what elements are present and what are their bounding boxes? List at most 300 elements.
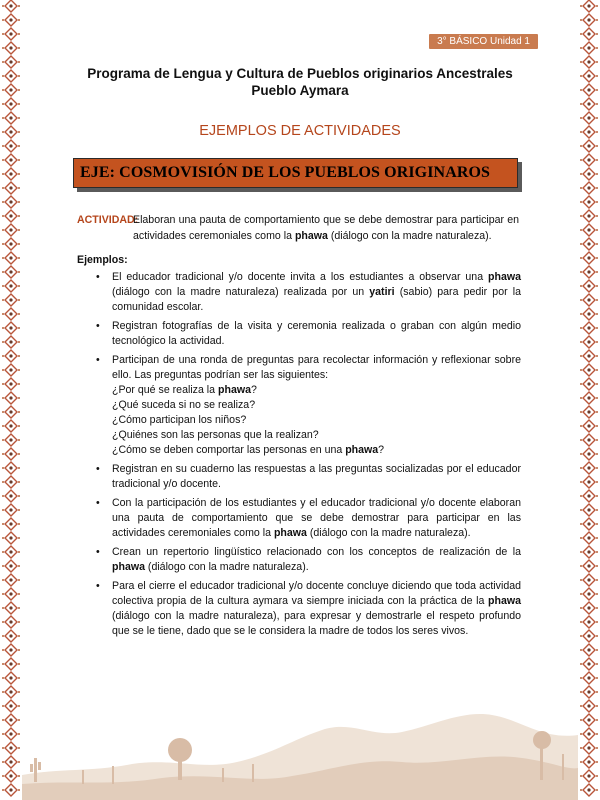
border-tick bbox=[2, 733, 4, 735]
border-tick bbox=[2, 579, 4, 581]
activity-label: ACTIVIDAD: bbox=[77, 214, 139, 226]
question-1: ¿Por qué se realiza la phawa? bbox=[112, 384, 257, 396]
border-tick bbox=[580, 593, 582, 595]
border-tick bbox=[580, 341, 582, 343]
border-tick bbox=[580, 439, 582, 441]
border-tick bbox=[596, 439, 598, 441]
border-tick bbox=[596, 495, 598, 497]
border-tick bbox=[2, 453, 4, 455]
footer-landscape-illustration bbox=[22, 680, 578, 800]
border-tick bbox=[596, 425, 598, 427]
border-dot bbox=[587, 368, 590, 371]
border-tick bbox=[596, 621, 598, 623]
border-dot bbox=[587, 326, 590, 329]
border-tick bbox=[18, 341, 20, 343]
border-dot bbox=[9, 46, 12, 49]
border-tick bbox=[580, 47, 582, 49]
border-tick bbox=[18, 159, 20, 161]
border-tick bbox=[596, 761, 598, 763]
border-tick bbox=[580, 33, 582, 35]
border-tick bbox=[2, 117, 4, 119]
border-dot bbox=[587, 32, 590, 35]
border-tick bbox=[580, 635, 582, 637]
border-dot bbox=[9, 270, 12, 273]
border-tick bbox=[2, 299, 4, 301]
border-dot bbox=[587, 424, 590, 427]
border-dot bbox=[587, 270, 590, 273]
border-tick bbox=[18, 47, 20, 49]
border-tick bbox=[18, 271, 20, 273]
border-dot bbox=[587, 18, 590, 21]
program-title: Programa de Lengua y Cultura de Pueblos originarios Ancestrales bbox=[87, 66, 513, 81]
border-tick bbox=[580, 691, 582, 693]
border-tick bbox=[580, 789, 582, 791]
section-heading: EJEMPLOS DE ACTIVIDADES bbox=[199, 123, 401, 139]
bullet-icon: • bbox=[96, 354, 100, 366]
border-tick bbox=[596, 243, 598, 245]
border-tick bbox=[18, 327, 20, 329]
border-tick bbox=[596, 509, 598, 511]
border-tick bbox=[2, 145, 4, 147]
border-tick bbox=[18, 775, 20, 777]
border-tick bbox=[2, 173, 4, 175]
border-tick bbox=[580, 187, 582, 189]
border-tick bbox=[580, 747, 582, 749]
right-decorative-border bbox=[578, 0, 600, 800]
border-dot bbox=[587, 704, 590, 707]
question-2: ¿Qué suceda si no se realiza? bbox=[112, 399, 256, 411]
border-tick bbox=[596, 635, 598, 637]
border-dot bbox=[9, 564, 12, 567]
border-dot bbox=[9, 606, 12, 609]
border-tick bbox=[596, 607, 598, 609]
list-item: • Crean un repertorio lingüístico relacionado con los conceptos de realización de la phawa (diálogo con la madre naturaleza). bbox=[96, 546, 521, 573]
border-dot bbox=[587, 298, 590, 301]
border-dot bbox=[587, 634, 590, 637]
border-tick bbox=[596, 649, 598, 651]
border-tick bbox=[596, 383, 598, 385]
border-dot bbox=[587, 536, 590, 539]
border-dot bbox=[9, 788, 12, 791]
border-tick bbox=[596, 5, 598, 7]
border-dot bbox=[587, 788, 590, 791]
border-tick bbox=[580, 257, 582, 259]
border-dot bbox=[587, 592, 590, 595]
list-item: • Para el cierre el educador tradicional y/o docente concluye diciendo que toda actividad colectiva propia de la cultura aymara va siempre iniciada con la práctica de la phawa (diálogo con la madre naturaleza), para expresar y demostrarle el respeto profundo que se le tiene, dado que se le considera la madre de todos los seres vivos. bbox=[96, 580, 521, 637]
border-tick bbox=[2, 789, 4, 791]
border-tick bbox=[18, 761, 20, 763]
border-tick bbox=[596, 355, 598, 357]
border-tick bbox=[596, 103, 598, 105]
border-dot bbox=[587, 116, 590, 119]
bullet-icon: • bbox=[96, 546, 100, 558]
border-dot bbox=[587, 620, 590, 623]
border-tick bbox=[18, 621, 20, 623]
border-tick bbox=[580, 663, 582, 665]
border-tick bbox=[18, 481, 20, 483]
border-dot bbox=[9, 200, 12, 203]
border-tick bbox=[596, 537, 598, 539]
border-dot bbox=[9, 550, 12, 553]
border-tick bbox=[18, 187, 20, 189]
border-tick bbox=[580, 523, 582, 525]
border-tick bbox=[18, 453, 20, 455]
border-tick bbox=[580, 509, 582, 511]
border-tick bbox=[2, 509, 4, 511]
border-tick bbox=[2, 271, 4, 273]
border-tick bbox=[596, 117, 598, 119]
border-tick bbox=[18, 691, 20, 693]
border-tick bbox=[596, 19, 598, 21]
border-tick bbox=[18, 117, 20, 119]
border-tick bbox=[2, 439, 4, 441]
border-tick bbox=[2, 397, 4, 399]
border-tick bbox=[580, 229, 582, 231]
border-tick bbox=[580, 299, 582, 301]
border-tick bbox=[596, 747, 598, 749]
border-tick bbox=[580, 425, 582, 427]
border-tick bbox=[596, 411, 598, 413]
border-tick bbox=[580, 649, 582, 651]
eje-title: EJE: COSMOVISIÓN DE LOS PUEBLOS ORIGINAROS bbox=[80, 164, 491, 181]
border-tick bbox=[2, 607, 4, 609]
border-tick bbox=[18, 719, 20, 721]
border-dot bbox=[587, 606, 590, 609]
border-dot bbox=[587, 648, 590, 651]
border-tick bbox=[18, 663, 20, 665]
border-dot bbox=[9, 522, 12, 525]
grade-unit-badge: 3° BÁSICO Unidad 1 bbox=[429, 34, 538, 49]
list-item: • El educador tradicional y/o docente invita a los estudiantes a observar una phawa (diálogo con la madre naturaleza) realizada por un yatiri (sabio) para pedir por la comunidad escolar. bbox=[96, 271, 521, 313]
border-dot bbox=[587, 46, 590, 49]
border-tick bbox=[596, 467, 598, 469]
border-tick bbox=[596, 481, 598, 483]
border-dot bbox=[587, 550, 590, 553]
list-item: • Registran en su cuaderno las respuestas a las preguntas socializadas por el educador tradicional y/o docente. bbox=[96, 463, 521, 490]
border-tick bbox=[18, 33, 20, 35]
border-tick bbox=[596, 33, 598, 35]
border-tick bbox=[580, 271, 582, 273]
border-dot bbox=[9, 662, 12, 665]
border-tick bbox=[596, 523, 598, 525]
border-tick bbox=[18, 173, 20, 175]
border-dot bbox=[9, 60, 12, 63]
border-tick bbox=[596, 775, 598, 777]
border-dot bbox=[587, 340, 590, 343]
border-tick bbox=[580, 467, 582, 469]
border-dot bbox=[587, 200, 590, 203]
border-dot bbox=[587, 452, 590, 455]
border-tick bbox=[2, 327, 4, 329]
border-tick bbox=[2, 425, 4, 427]
border-dot bbox=[587, 690, 590, 693]
border-tick bbox=[596, 257, 598, 259]
border-tick bbox=[18, 299, 20, 301]
border-tick bbox=[2, 33, 4, 35]
border-tick bbox=[596, 691, 598, 693]
examples-heading: Ejemplos: bbox=[77, 254, 128, 266]
bullet-icon: • bbox=[96, 463, 100, 475]
border-dot bbox=[9, 32, 12, 35]
border-tick bbox=[596, 453, 598, 455]
border-tick bbox=[596, 47, 598, 49]
border-tick bbox=[18, 593, 20, 595]
border-dot bbox=[587, 774, 590, 777]
border-dot bbox=[587, 382, 590, 385]
border-tick bbox=[2, 523, 4, 525]
border-tick bbox=[596, 369, 598, 371]
border-tick bbox=[2, 495, 4, 497]
border-tick bbox=[2, 593, 4, 595]
border-tick bbox=[596, 593, 598, 595]
border-tick bbox=[18, 215, 20, 217]
border-tick bbox=[580, 411, 582, 413]
border-tick bbox=[596, 159, 598, 161]
border-tick bbox=[2, 481, 4, 483]
border-tick bbox=[2, 61, 4, 63]
border-tick bbox=[580, 537, 582, 539]
border-tick bbox=[18, 61, 20, 63]
border-dot bbox=[9, 298, 12, 301]
border-tick bbox=[580, 677, 582, 679]
border-tick bbox=[18, 635, 20, 637]
border-dot bbox=[9, 340, 12, 343]
border-dot bbox=[587, 4, 590, 7]
question-3: ¿Cómo participan los niños? bbox=[112, 414, 247, 426]
border-dot bbox=[587, 144, 590, 147]
border-tick bbox=[596, 229, 598, 231]
border-tick bbox=[18, 285, 20, 287]
border-dot bbox=[9, 466, 12, 469]
border-tick bbox=[596, 327, 598, 329]
border-tick bbox=[580, 243, 582, 245]
border-tick bbox=[18, 523, 20, 525]
border-tick bbox=[2, 705, 4, 707]
border-tick bbox=[580, 495, 582, 497]
border-tick bbox=[18, 607, 20, 609]
border-tick bbox=[2, 47, 4, 49]
border-tick bbox=[580, 61, 582, 63]
border-tick bbox=[2, 229, 4, 231]
border-tick bbox=[580, 145, 582, 147]
eje-box bbox=[73, 158, 518, 188]
border-tick bbox=[580, 117, 582, 119]
border-tick bbox=[580, 397, 582, 399]
border-tick bbox=[580, 369, 582, 371]
border-dot bbox=[9, 354, 12, 357]
border-tick bbox=[580, 103, 582, 105]
border-dot bbox=[587, 396, 590, 399]
bullet-icon: • bbox=[96, 271, 100, 283]
border-tick bbox=[18, 355, 20, 357]
border-dot bbox=[587, 60, 590, 63]
border-dot bbox=[587, 718, 590, 721]
border-dot bbox=[9, 396, 12, 399]
border-dot bbox=[9, 578, 12, 581]
border-tick bbox=[2, 467, 4, 469]
border-dot bbox=[9, 256, 12, 259]
border-tick bbox=[580, 579, 582, 581]
border-tick bbox=[596, 173, 598, 175]
border-dot bbox=[9, 760, 12, 763]
border-tick bbox=[596, 187, 598, 189]
border-dot bbox=[9, 144, 12, 147]
border-dot bbox=[9, 592, 12, 595]
border-tick bbox=[580, 159, 582, 161]
border-tick bbox=[580, 733, 582, 735]
border-tick bbox=[18, 495, 20, 497]
border-tick bbox=[18, 551, 20, 553]
border-tick bbox=[2, 243, 4, 245]
border-tick bbox=[2, 355, 4, 357]
border-tick bbox=[18, 565, 20, 567]
border-dot bbox=[9, 718, 12, 721]
border-tick bbox=[580, 775, 582, 777]
border-dot bbox=[587, 578, 590, 581]
border-dot bbox=[9, 676, 12, 679]
bullet-icon: • bbox=[96, 580, 100, 592]
activity-text: Elaboran una pauta de comportamiento que se debe demostrar para participar en actividades ceremoniales como la phawa (diálogo con la madre naturaleza). bbox=[133, 214, 519, 242]
border-tick bbox=[596, 551, 598, 553]
border-dot bbox=[9, 508, 12, 511]
border-tick bbox=[580, 173, 582, 175]
border-dot bbox=[587, 522, 590, 525]
left-decorative-border bbox=[0, 0, 22, 800]
border-tick bbox=[18, 369, 20, 371]
border-dot bbox=[9, 158, 12, 161]
border-tick bbox=[596, 61, 598, 63]
border-tick bbox=[18, 145, 20, 147]
border-dot bbox=[587, 102, 590, 105]
border-dot bbox=[587, 214, 590, 217]
border-dot bbox=[587, 256, 590, 259]
border-dot bbox=[587, 228, 590, 231]
border-tick bbox=[18, 243, 20, 245]
border-dot bbox=[9, 452, 12, 455]
border-tick bbox=[2, 677, 4, 679]
border-tick bbox=[580, 481, 582, 483]
border-tick bbox=[596, 733, 598, 735]
border-tick bbox=[580, 313, 582, 315]
border-tick bbox=[18, 747, 20, 749]
border-tick bbox=[2, 537, 4, 539]
border-tick bbox=[2, 719, 4, 721]
border-tick bbox=[580, 215, 582, 217]
border-tick bbox=[18, 103, 20, 105]
border-dot bbox=[587, 466, 590, 469]
border-dot bbox=[587, 158, 590, 161]
border-dot bbox=[587, 438, 590, 441]
border-dot bbox=[587, 242, 590, 245]
border-tick bbox=[2, 411, 4, 413]
border-tick bbox=[580, 5, 582, 7]
border-tick bbox=[18, 257, 20, 259]
border-dot bbox=[9, 732, 12, 735]
border-tick bbox=[18, 425, 20, 427]
border-tick bbox=[580, 355, 582, 357]
border-tick bbox=[18, 467, 20, 469]
border-tick bbox=[596, 397, 598, 399]
border-dot bbox=[9, 4, 12, 7]
border-tick bbox=[2, 159, 4, 161]
border-tick bbox=[2, 201, 4, 203]
border-tick bbox=[596, 677, 598, 679]
border-tick bbox=[2, 187, 4, 189]
border-tick bbox=[580, 705, 582, 707]
border-tick bbox=[596, 341, 598, 343]
border-tick bbox=[580, 621, 582, 623]
border-tick bbox=[596, 705, 598, 707]
border-dot bbox=[587, 508, 590, 511]
border-dot bbox=[9, 634, 12, 637]
border-tick bbox=[580, 551, 582, 553]
border-tick bbox=[596, 145, 598, 147]
border-tick bbox=[596, 313, 598, 315]
border-tick bbox=[580, 327, 582, 329]
border-tick bbox=[2, 565, 4, 567]
border-tick bbox=[580, 383, 582, 385]
border-dot bbox=[9, 312, 12, 315]
examples-list bbox=[96, 270, 521, 643]
border-dot bbox=[9, 242, 12, 245]
border-tick bbox=[580, 565, 582, 567]
border-dot bbox=[9, 116, 12, 119]
border-tick bbox=[2, 649, 4, 651]
bullet-icon: • bbox=[96, 497, 100, 509]
border-tick bbox=[2, 5, 4, 7]
border-dot bbox=[587, 746, 590, 749]
border-tick bbox=[18, 201, 20, 203]
border-dot bbox=[587, 480, 590, 483]
border-dot bbox=[587, 662, 590, 665]
border-tick bbox=[596, 215, 598, 217]
border-tick bbox=[596, 663, 598, 665]
border-dot bbox=[587, 312, 590, 315]
border-dot bbox=[9, 102, 12, 105]
people-title: Pueblo Aymara bbox=[251, 83, 349, 98]
border-tick bbox=[580, 285, 582, 287]
border-dot bbox=[9, 774, 12, 777]
border-dot bbox=[9, 284, 12, 287]
border-tick bbox=[596, 789, 598, 791]
border-dot bbox=[9, 186, 12, 189]
border-tick bbox=[596, 201, 598, 203]
border-dot bbox=[9, 410, 12, 413]
bullet-icon: • bbox=[96, 320, 100, 332]
border-tick bbox=[580, 201, 582, 203]
list-item: • Participan de una ronda de preguntas para recolectar información y reflexionar sobre ello. Las preguntas podrían ser las siguientes: ¿Por qué se realiza la phawa? ¿Qué suceda si no se realiza? ¿Cómo participan los niños? ¿Quiénes son las personas que la realizan? ¿Cómo se deben comportar las personas en una phawa? bbox=[96, 354, 521, 456]
border-tick bbox=[18, 733, 20, 735]
border-dot bbox=[9, 424, 12, 427]
border-tick bbox=[580, 453, 582, 455]
border-tick bbox=[2, 775, 4, 777]
border-tick bbox=[18, 383, 20, 385]
border-dot bbox=[9, 480, 12, 483]
border-dot bbox=[9, 326, 12, 329]
border-dot bbox=[9, 704, 12, 707]
border-dot bbox=[587, 410, 590, 413]
border-dot bbox=[9, 368, 12, 371]
border-dot bbox=[9, 228, 12, 231]
border-tick bbox=[2, 341, 4, 343]
border-dot bbox=[9, 648, 12, 651]
border-dot bbox=[9, 214, 12, 217]
border-dot bbox=[587, 760, 590, 763]
border-tick bbox=[2, 383, 4, 385]
border-tick bbox=[2, 257, 4, 259]
list-item: • Con la participación de los estudiantes y el educador tradicional y/o docente elaboran una pauta de comportamiento que se debe demostrar para participar en las actividades ceremoniales como la phawa (diálogo con la madre naturaleza). bbox=[96, 497, 521, 539]
border-dot bbox=[587, 186, 590, 189]
